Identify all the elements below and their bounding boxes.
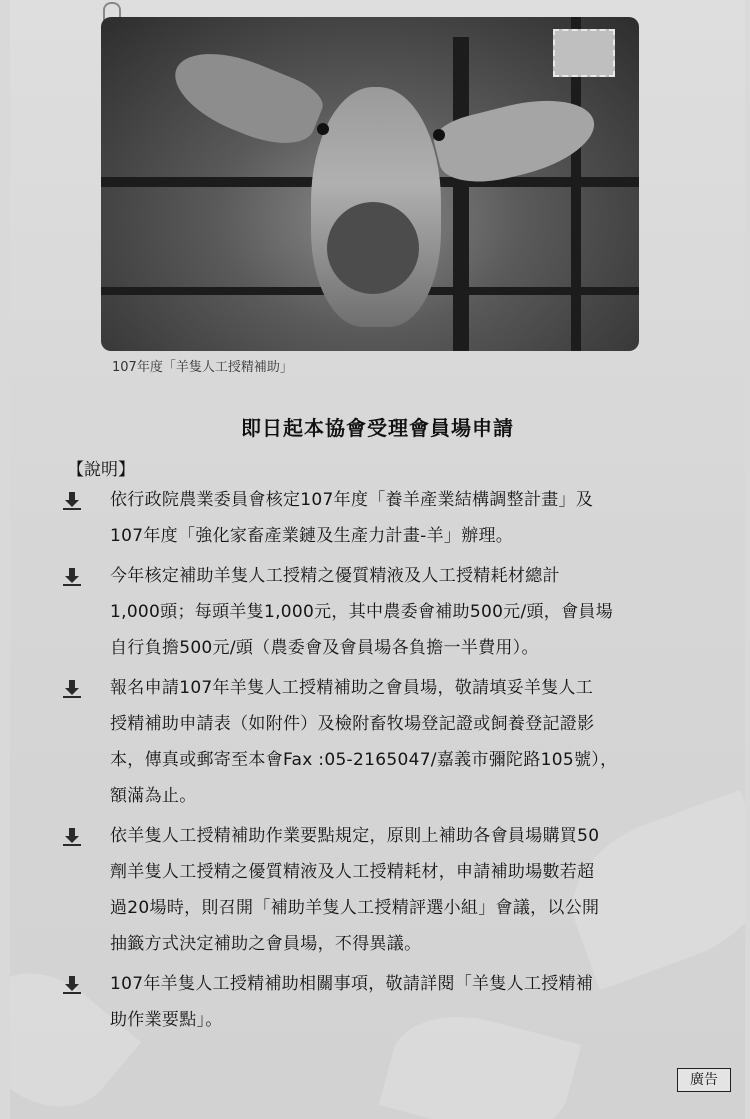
list-item <box>62 818 702 962</box>
item-line: 額滿為止。 <box>110 786 197 806</box>
page-title: 即日起本協會受理會員場申請 <box>241 416 514 440</box>
item-line: 自行負擔500元/頭（農委會及會員場各負擔一半費用）。 <box>110 638 539 658</box>
goat-eye <box>433 129 445 141</box>
list-item <box>62 482 702 554</box>
item-line: 107年度「強化家畜產業鏈及生產力計畫-羊」辦理。 <box>110 526 514 546</box>
item-line: 劑羊隻人工授精之優質精液及人工授精耗材，申請補助場數若超 <box>110 862 595 882</box>
download-arrow-icon <box>62 827 82 847</box>
item-line: 助作業要點」。 <box>110 1010 223 1030</box>
item-list <box>62 482 702 1038</box>
item-line: 過20場時，則召開「補助羊隻人工授精評選小組」會議，以公開 <box>110 898 600 918</box>
list-item <box>62 966 702 1038</box>
list-item <box>62 558 702 666</box>
download-arrow-icon <box>62 679 82 699</box>
photo-caption: 107年度「羊隻人工授精補助」 <box>112 360 293 375</box>
item-line: 107年羊隻人工授精補助相關事項，敬請詳閱「羊隻人工授精補 <box>110 974 594 994</box>
goat-eye <box>317 123 329 135</box>
section-label: 【說明】 <box>67 460 135 480</box>
download-arrow-icon <box>62 491 82 511</box>
item-line: 報名申請107年羊隻人工授精補助之會員場，敬請填妥羊隻人工 <box>110 678 594 698</box>
goat-ear <box>163 36 328 157</box>
download-arrow-icon <box>62 975 82 995</box>
magazine-page <box>10 0 745 1119</box>
download-arrow-icon <box>62 567 82 587</box>
postage-stamp-icon <box>553 29 615 77</box>
item-line: 依羊隻人工授精補助作業要點規定，原則上補助各會員場購買50 <box>110 826 600 846</box>
ad-badge: 廣告 <box>677 1068 731 1092</box>
item-line: 今年核定補助羊隻人工授精之優質精液及人工授精耗材總計 <box>110 566 560 586</box>
fence-post <box>453 37 469 351</box>
item-line: 授精補助申請表（如附件）及檢附畜牧場登記證或飼養登記證影 <box>110 714 595 734</box>
item-line: 本，傳真或郵寄至本會Fax :05-2165047/嘉義市彌陀路105號）， <box>110 750 618 770</box>
item-line: 抽籤方式決定補助之會員場，不得異議。 <box>110 934 422 954</box>
list-item <box>62 670 702 814</box>
goat-nose <box>327 202 419 294</box>
goat-photo <box>101 17 639 351</box>
item-line: 依行政院農業委員會核定107年度「養羊產業結構調整計畫」及 <box>110 490 594 510</box>
item-line: 1,000頭；每頭羊隻1,000元，其中農委會補助500元/頭，會員場 <box>110 602 614 622</box>
